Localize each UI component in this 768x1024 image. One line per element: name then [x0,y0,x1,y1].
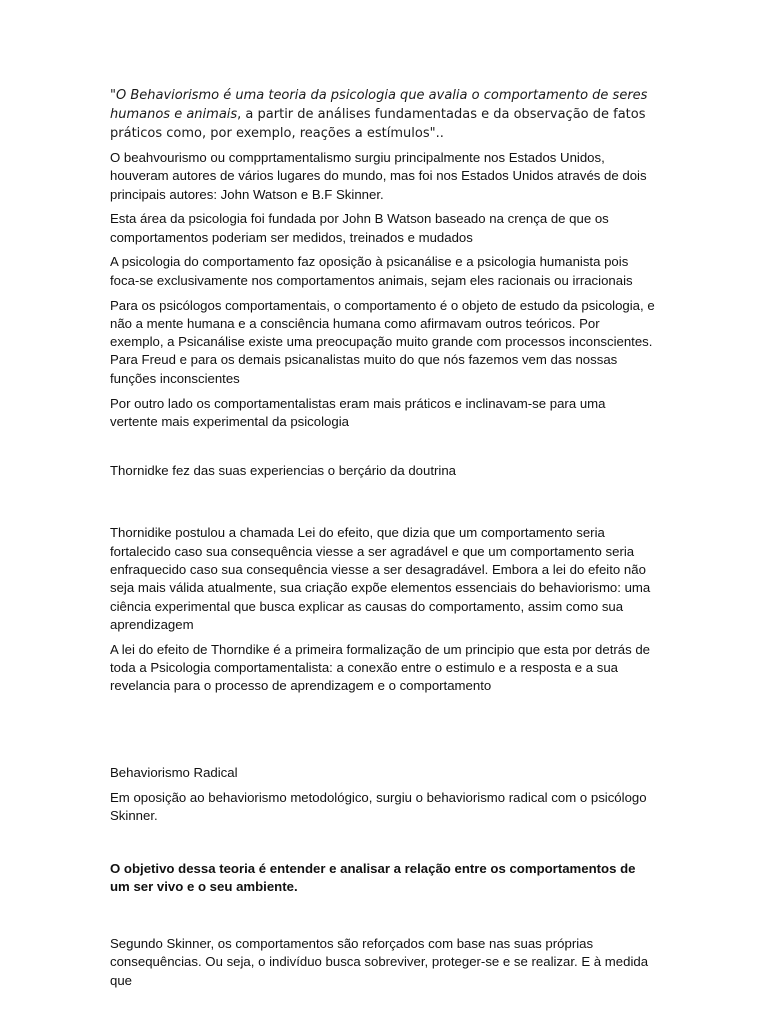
spacer [110,903,655,935]
spacer [110,702,655,764]
paragraph-practical: Por outro lado os comportamentalistas eram mais práticos e inclinavam-se para uma vertente mais experimental da psicologia [110,395,606,429]
section-heading-radical: Behaviorismo Radical [110,765,238,781]
quote-rest-text: , a partir de análises fundamentadas e da observação de fatos práticos como, por exemplo, reações a estímulos".. [110,107,646,141]
paragraph-object-of-study: Para os psicólogos comportamentais, o comportamento é o objeto de estudo da psicologia, e não a mente humana e a consciência humana como afirmavam outros teóricos. Por exemplo, a Psicanálise existe uma preocupação muito grande com processos inconscientes. Para Freud e para os demais psicanalistas muito do que nós fazemos vem das nossas funções inconscientes [110,297,655,386]
paragraph-objective: O objetivo dessa teoria é entender e analisar a relação entre os comportamentos de um ser vivo e o seu ambiente. [110,861,636,895]
document-page [110,86,655,997]
paragraph-opposition: A psicologia do comportamento faz oposição à psicanálise e a psicologia humanista pois foca-se exclusivamente nos comportamentos animais, sejam eles racionais ou irracionais [110,254,633,288]
intro-quote [110,86,655,143]
paragraph-law-of-effect: Thornidike postulou a chamada Lei do efeito, que dizia que um comportamento seria fortalecido caso sua consequência viesse a ser agradável e que um comportamento seria enfraquecido caso sua consequência viesse a ser desagradável. Embora a lei do efeito não seja mais válida atualmente, sua criação expõe elementos essenciais do behaviorismo: uma ciência experimental que busca explicar as causas do comportamento, assim como sua aprendizagem [110,525,651,632]
paragraph-thorndike-formalization: A lei do efeito de Thorndike é a primeira formalização de um principio que esta por detrás de toda a Psicologia comportamentalista: a conexão entre o estimulo e a resposta e a sua revelancia para o processo de aprendizagem e o comportamento [110,641,651,694]
paragraph-watson: Esta área da psicologia foi fundada por John B Watson baseado na crença de que os comportamentos poderiam ser medidos, treinados e mudados [110,211,609,245]
quote-italic-text: O Behaviorismo é uma teoria da psicologia que avalia o comportamento de seres humanos e animais [110,88,648,122]
paragraph-origin: O beahvourismo ou compprtamentalismo surgiu principalmente nos Estados Unidos, houveram autores de vários lugares do mundo, mas foi nos Estados Unidos através de dois principais autores: John Watson e B.F Skinner. [110,150,647,202]
paragraph-radical-origin: Em oposição ao behaviorismo metodológico, surgiu o behaviorismo radical com o psicólogo Skinner. [110,789,647,824]
spacer [110,486,655,524]
quote-open-mark: " [110,88,116,103]
paragraph-thorndike-intro: Thornidke fez das suas experiencias o berçário da doutrina [110,462,457,478]
paragraph-skinner: Segundo Skinner, os comportamentos são reforçados com base nas suas próprias consequências. Ou seja, o indivíduo busca sobreviver, proteger-se e se realizar. E à medida que [110,936,649,988]
spacer [110,832,655,860]
spacer [110,438,655,462]
